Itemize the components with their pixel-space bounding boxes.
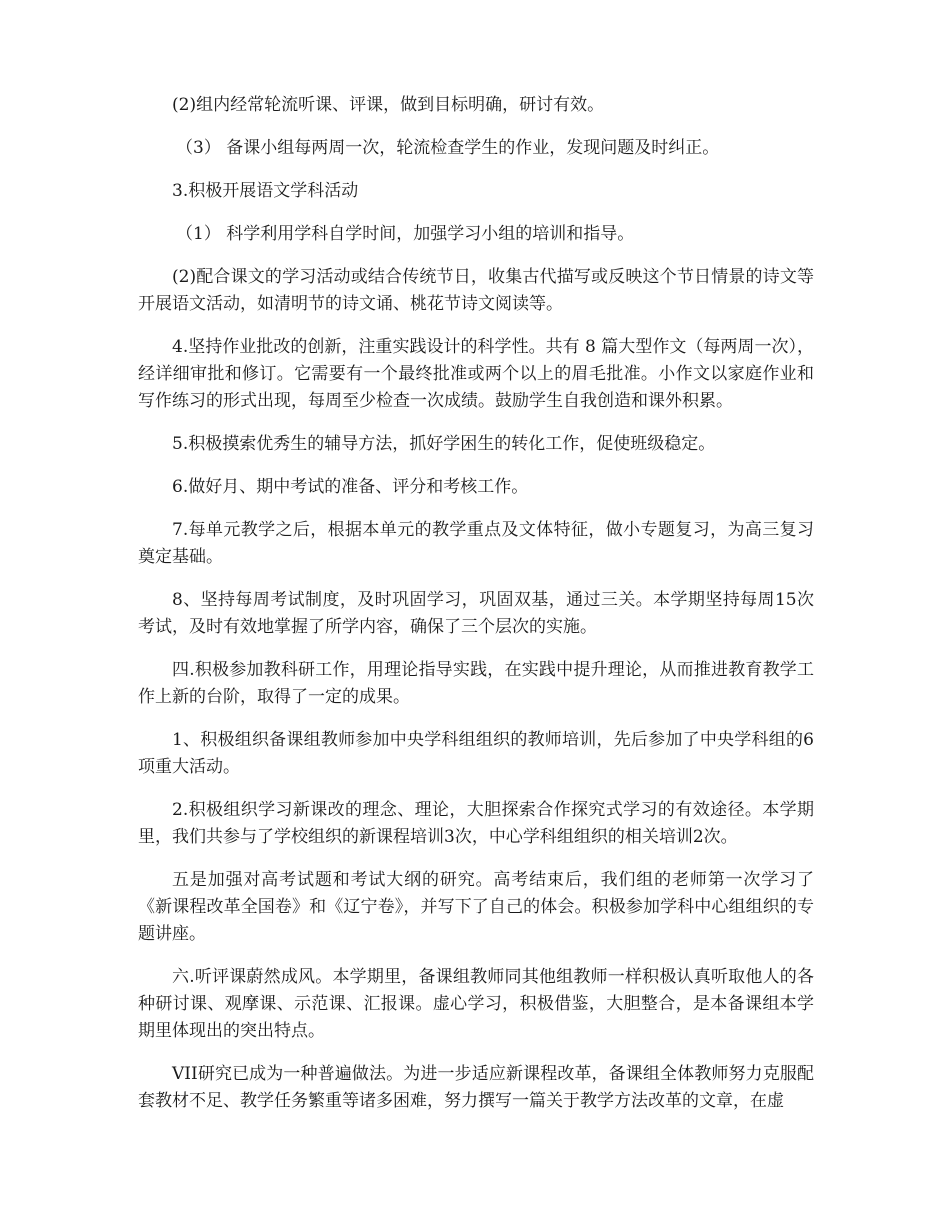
paragraph-6: 4.坚持作业批改的创新，注重实践设计的科学性。共有 8 篇大型作文（每两周一次），经详细审批和修订。它需要有一个最终批准或两个以上的眉毛批准。小作文以家庭作业和写作练习的形式出现，每周至少检查一次成绩。鼓励学生自我创造和课外积累。 — [138, 337, 814, 411]
paragraph-14: 五是加强对高考试题和考试大纲的研究。高考结束后，我们组的老师第一次学习了《新课程改革全国卷》和《辽宁卷》，并写下了自己的体会。积极参加学科中心组组织的专题讲座。 — [138, 870, 814, 944]
paragraph-2: （3） 备课小组每两周一次，轮流检查学生的作业，发现问题及时纠正。 — [176, 138, 720, 158]
paragraph-15: 六.听评课蔚然成风。本学期里，备课组教师同其他组教师一样积极认真听取他人的各种研讨课、观摩课、示范课、汇报课。虚心学习，积极借鉴，大胆整合，是本备课组本学期里体现出的突出特点。 — [138, 967, 814, 1041]
paragraph-11: 四.积极参加教科研工作，用理论指导实践，在实践中提升理论，从而推进教育教学工作上新的台阶，取得了一定的成果。 — [138, 660, 814, 707]
paragraph-8: 6.做好月、期中考试的准备、评分和考核工作。 — [172, 477, 529, 497]
paragraph-10: 8、坚持每周考试制度，及时巩固学习，巩固双基，通过三关。本学期坚持每周15次考试，及时有效地掌握了所学内容，确保了三个层次的实施。 — [138, 590, 814, 637]
paragraph-1: (2)组内经常轮流听课、评课，做到目标明确，研讨有效。 — [172, 95, 605, 115]
document-body — [138, 92, 814, 1131]
paragraph-5: (2)配合课文的学习活动或结合传统节日，收集古代描写或反映这个节日情景的诗文等开展语文活动，如清明节的诗文诵、桃花节诗文阅读等。 — [138, 267, 814, 314]
paragraph-13: 2.积极组织学习新课改的理念、理论，大胆探索合作探究式学习的有效途径。本学期里，我们共参与了学校组织的新课程培训3次，中心学科组组织的相关培训2次。 — [138, 800, 814, 847]
paragraph-9: 7.每单元教学之后，根据本单元的教学重点及文体特征，做小专题复习，为高三复习奠定基础。 — [138, 520, 814, 567]
paragraph-4: （1） 科学利用学科自学时间，加强学习小组的培训和指导。 — [176, 224, 635, 244]
paragraph-3: 3.积极开展语文学科活动 — [172, 181, 359, 201]
paragraph-7: 5.积极摸索优秀生的辅导方法，抓好学困生的转化工作，促使班级稳定。 — [172, 434, 716, 454]
paragraph-12: 1、积极组织备课组教师参加中央学科组组织的教师培训，先后参加了中央学科组的6项重大活动。 — [138, 730, 814, 777]
paragraph-16: VII研究已成为一种普遍做法。为进一步适应新课程改革，备课组全体教师努力克服配套教材不足、教学任务繁重等诸多困难，努力撰写一篇关于教学方法改革的文章，在虚 — [138, 1064, 814, 1111]
